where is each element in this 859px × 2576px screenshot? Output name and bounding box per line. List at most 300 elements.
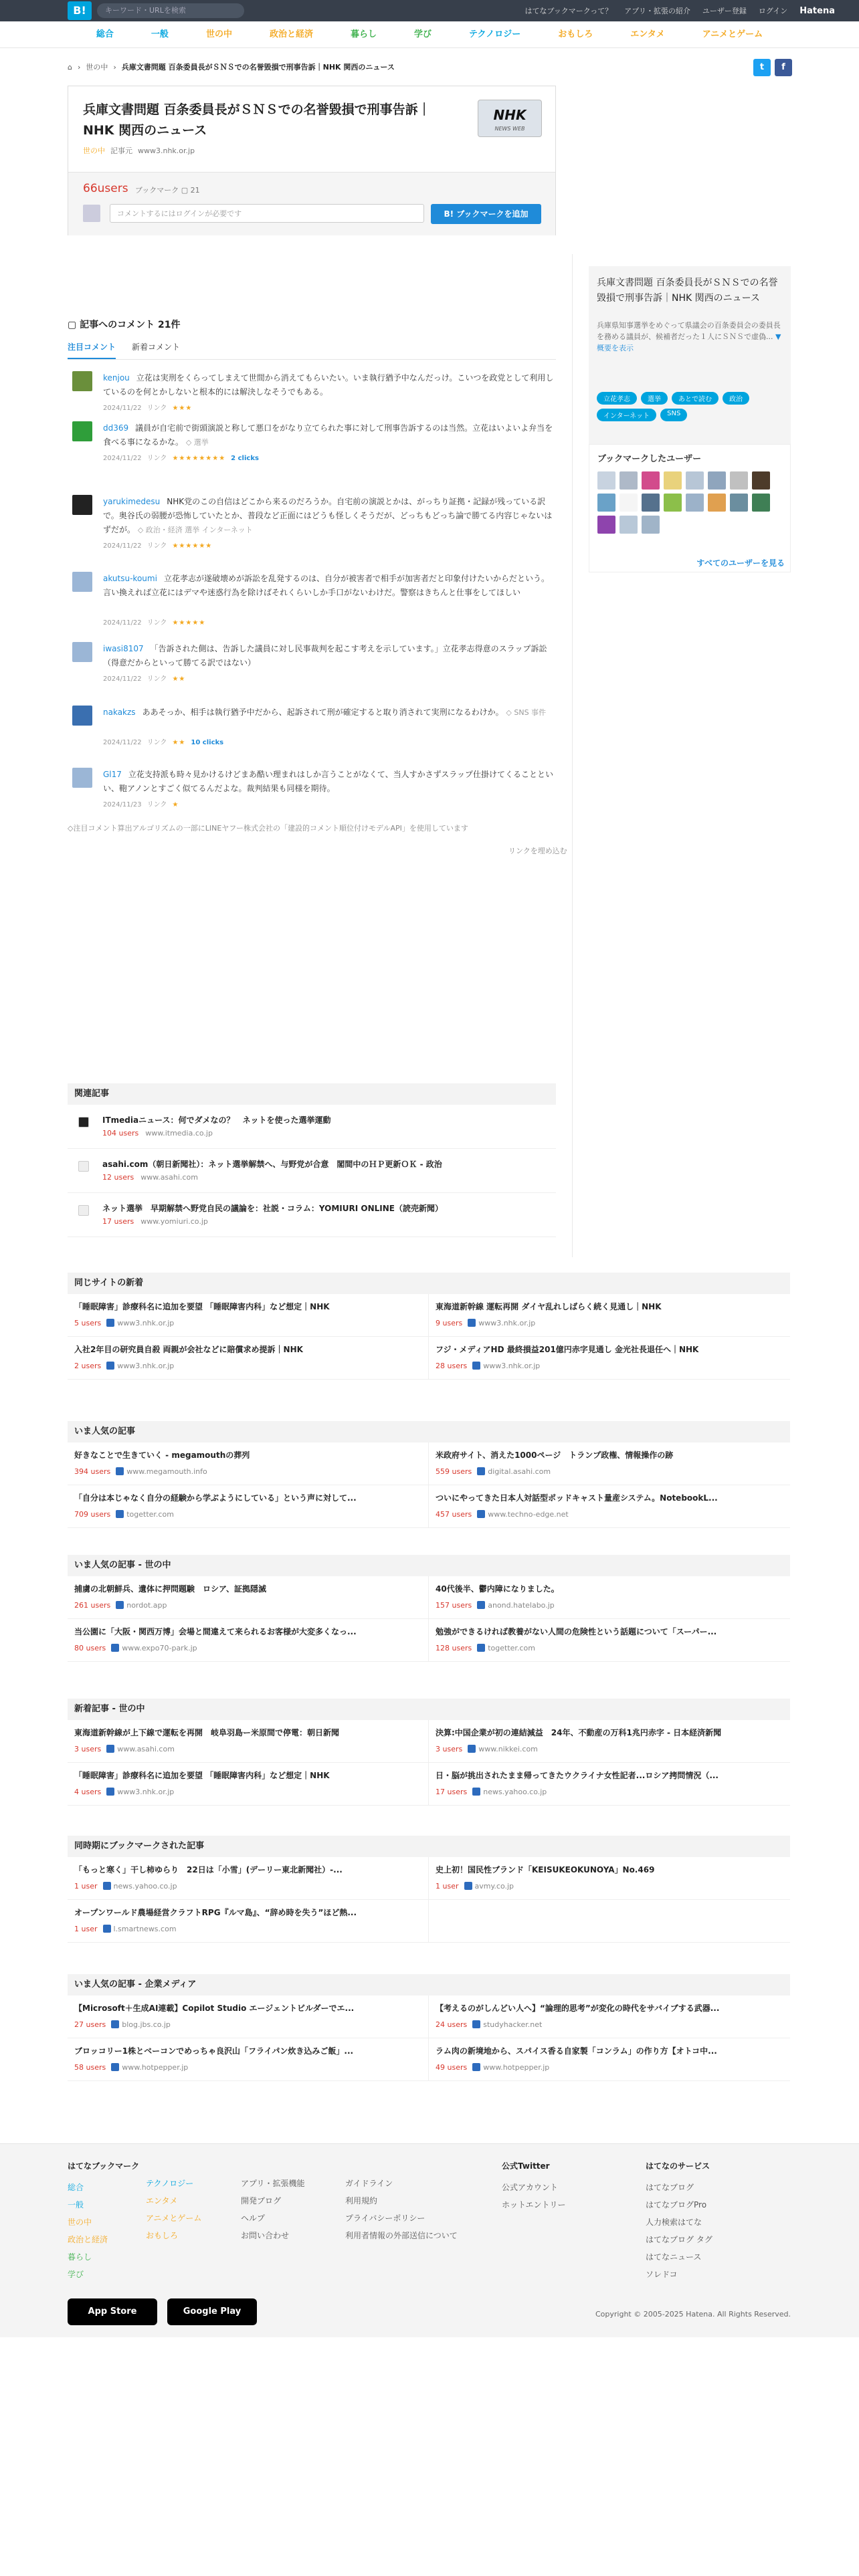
article-item[interactable] bbox=[429, 1619, 790, 1662]
article-users[interactable]: 1 user bbox=[74, 1882, 98, 1891]
bookmarked-users-heading: ブックマークしたユーザー bbox=[597, 454, 702, 464]
related-meta bbox=[102, 1217, 208, 1226]
article-meta bbox=[74, 1745, 421, 1753]
related-title[interactable]: ITmediaニュース：何でダメなの？ ネットを使った選挙運動 bbox=[102, 1115, 331, 1125]
article-users[interactable]: 457 users bbox=[436, 1510, 472, 1519]
article-domain: l.smartnews.com bbox=[113, 1925, 177, 1933]
related-title[interactable]: asahi.com（朝日新聞社）：ネット選挙解禁へ、与野党が合意 閣間中のＨＰ更新ＯＫ - 政治 bbox=[102, 1160, 442, 1169]
article-domain: avmy.co.jp bbox=[474, 1882, 514, 1891]
article-domain: www.asahi.com bbox=[117, 1745, 175, 1753]
comment-body bbox=[103, 768, 555, 796]
article-users[interactable]: 1 user bbox=[74, 1925, 98, 1933]
user-avatar[interactable] bbox=[642, 494, 660, 512]
comment-body bbox=[103, 642, 555, 670]
article-users[interactable]: 1 user bbox=[436, 1882, 459, 1891]
footer-link[interactable]: はてなブログ bbox=[646, 2183, 694, 2192]
comment-username[interactable]: Gl17 bbox=[103, 770, 122, 779]
article-section bbox=[68, 1836, 790, 1943]
avatar[interactable] bbox=[72, 421, 92, 441]
article-meta bbox=[74, 1467, 421, 1476]
article-item[interactable] bbox=[68, 2038, 429, 2081]
comment-link[interactable]: リンク bbox=[147, 739, 167, 746]
user-avatar[interactable] bbox=[752, 471, 770, 490]
article-title[interactable]: 入社2年目の研究員自殺 両親が会社などに賠償求め提訴｜NHK bbox=[74, 1345, 303, 1354]
comment-date: 2024/11/22 bbox=[103, 619, 142, 627]
comment-meta bbox=[103, 617, 205, 627]
tag-chip[interactable]: インターネット bbox=[597, 409, 656, 421]
star-rating[interactable]: ★★★★★★★★ bbox=[172, 455, 226, 462]
avatar[interactable] bbox=[72, 495, 92, 515]
site-favicon-icon bbox=[116, 1467, 124, 1475]
article-item[interactable] bbox=[68, 1294, 429, 1337]
article-meta bbox=[74, 2020, 421, 2029]
article-domain: digital.asahi.com bbox=[488, 1467, 551, 1476]
home-icon[interactable]: ⌂ bbox=[68, 62, 72, 72]
footer-link[interactable]: 学び bbox=[68, 2270, 84, 2279]
star-rating[interactable]: ★★★★★★ bbox=[172, 542, 213, 550]
comment-item bbox=[72, 706, 554, 759]
section-heading: 新着記事 - 世の中 bbox=[68, 1699, 790, 1720]
star-rating[interactable]: ★ bbox=[172, 801, 179, 809]
article-meta bbox=[436, 1644, 783, 1652]
star-rating[interactable]: ★★★ bbox=[172, 405, 193, 412]
article-meta bbox=[436, 1788, 783, 1796]
entry-domain[interactable]: www3.nhk.or.jp bbox=[138, 146, 195, 155]
comment-text: 議員が自宅前で街頭演説と称して悪口をがなり立てられた事に対して刑事告訴するのは当然。立花はいよいよ弁当を食べる事になるかな。 bbox=[103, 423, 553, 447]
comment-link[interactable]: リンク bbox=[147, 675, 167, 683]
article-item[interactable] bbox=[68, 1576, 429, 1619]
comments-heading: ▢ 記事へのコメント 21件 bbox=[68, 320, 181, 330]
comment-username[interactable]: kenjou bbox=[103, 373, 130, 383]
site-favicon-icon bbox=[103, 1925, 111, 1933]
search-input[interactable]: キーワード・URLを検索 bbox=[97, 3, 244, 18]
footer-col-twitter: 公式Twitter 公式アカウント ホットエントリー bbox=[502, 2157, 566, 2214]
category-tab[interactable]: 一般 bbox=[151, 29, 169, 39]
comment-date: 2024/11/22 bbox=[103, 405, 142, 412]
category-tab[interactable]: エンタメ bbox=[630, 29, 665, 39]
article-section bbox=[68, 1555, 790, 1662]
site-favicon-icon bbox=[468, 1319, 476, 1327]
bookmark-users-count[interactable]: 66users bbox=[83, 182, 128, 195]
article-domain: www3.nhk.or.jp bbox=[117, 1788, 175, 1796]
article-title[interactable]: 米政府サイト、消えた1000ページ トランプ政権、情報操作の跡 bbox=[436, 1451, 674, 1460]
site-favicon-icon bbox=[111, 2063, 119, 2071]
article-users[interactable]: 261 users bbox=[74, 1601, 111, 1610]
footer-link[interactable]: アニメとゲーム bbox=[146, 2214, 202, 2223]
article-item[interactable] bbox=[429, 1442, 790, 1485]
footer-col-categories bbox=[146, 2175, 201, 2244]
article-title[interactable]: 好きなことで生きていく - megamouthの葬列 bbox=[74, 1451, 250, 1460]
article-title[interactable]: 「もっと寒く」干し柿ゆらり 22日は「小雪」(デーリー東北新聞社）-... bbox=[74, 1865, 343, 1874]
header-link-login[interactable]: ログイン bbox=[758, 7, 788, 15]
tag-chip[interactable]: 立花孝志 bbox=[597, 392, 637, 405]
header-link-apps[interactable]: アプリ・拡張の紹介 bbox=[624, 7, 690, 15]
avatar[interactable] bbox=[72, 642, 92, 662]
article-meta bbox=[74, 1601, 421, 1610]
article-users[interactable]: 58 users bbox=[74, 2063, 106, 2072]
article-item[interactable] bbox=[429, 1485, 790, 1528]
article-users[interactable]: 2 users bbox=[74, 1362, 102, 1370]
footer-link[interactable]: 利用者情報の外部送信について bbox=[345, 2231, 458, 2240]
comment-date: 2024/11/22 bbox=[103, 455, 142, 462]
comment-username[interactable]: dd369 bbox=[103, 423, 129, 433]
article-title[interactable]: 日・脳が挑出されたまま帰ってきたウクライナ女性記者...ロシア拷問情況（... bbox=[436, 1771, 719, 1780]
article-users[interactable]: 5 users bbox=[74, 1319, 102, 1327]
site-favicon-icon bbox=[111, 1644, 119, 1652]
user-avatar[interactable] bbox=[597, 471, 615, 490]
article-users[interactable]: 157 users bbox=[436, 1601, 472, 1610]
footer-link[interactable]: ヘルプ bbox=[241, 2214, 266, 2223]
article-users[interactable]: 28 users bbox=[436, 1362, 468, 1370]
category-tab[interactable]: 政治と経済 bbox=[269, 29, 313, 39]
article-section bbox=[68, 1421, 790, 1528]
footer-link[interactable]: 暮らし bbox=[68, 2252, 92, 2262]
entry-box bbox=[68, 86, 556, 235]
article-title[interactable]: 【Microsoft＋生成AI連載】Copilot Studio エージェントビルダーでエ... bbox=[74, 2004, 355, 2013]
article-title[interactable]: ラム肉の新境地から、スパイス香る自家製「コンラム」の作り方【オトコ中... bbox=[436, 2046, 717, 2056]
article-domain: www.megamouth.info bbox=[126, 1467, 207, 1476]
related-domain: www.asahi.com bbox=[140, 1173, 198, 1182]
user-avatar[interactable] bbox=[597, 516, 615, 534]
article-item[interactable] bbox=[429, 1576, 790, 1619]
article-item[interactable] bbox=[68, 1996, 429, 2038]
user-avatar[interactable] bbox=[642, 471, 660, 490]
article-domain: www.techno-edge.net bbox=[488, 1510, 569, 1519]
user-avatar[interactable] bbox=[597, 494, 615, 512]
article-meta bbox=[74, 2063, 421, 2072]
footer-link[interactable]: はてなブログ タグ bbox=[646, 2235, 712, 2244]
user-avatar[interactable] bbox=[686, 494, 704, 512]
footer-link[interactable]: 人力検索はてな bbox=[646, 2218, 702, 2227]
avatar bbox=[83, 205, 100, 222]
related-users[interactable]: 12 users bbox=[102, 1173, 134, 1182]
category-tab[interactable]: 世の中 bbox=[205, 29, 232, 39]
article-meta bbox=[436, 1745, 783, 1753]
section-heading: いま人気の記事 - 世の中 bbox=[68, 1555, 790, 1576]
comment-link[interactable]: リンク bbox=[147, 405, 167, 412]
category-tab[interactable]: 学び bbox=[413, 29, 432, 39]
article-title[interactable]: 「睡眠障害」診療科名に追加を要望 「睡眠障害内科」など想定｜NHK bbox=[74, 1302, 330, 1311]
related-item[interactable] bbox=[68, 1193, 556, 1237]
copyright: Copyright © 2005-2025 Hatena. All Rights Reserved. bbox=[595, 2310, 791, 2319]
header-link-register[interactable]: ユーザー登録 bbox=[702, 7, 747, 15]
article-users[interactable]: 17 users bbox=[436, 1788, 468, 1796]
hatena-bookmark-logo[interactable]: B! bbox=[68, 1, 92, 20]
section-heading: いま人気の記事 bbox=[68, 1421, 790, 1442]
article-item[interactable] bbox=[68, 1337, 429, 1380]
footer-link[interactable]: ホットエントリー bbox=[502, 2200, 566, 2210]
footer-link[interactable]: 利用規約 bbox=[345, 2196, 378, 2206]
footer-link[interactable]: おもしろ bbox=[146, 2231, 179, 2240]
summary-description: 兵庫県知事選挙をめぐって県議会の百条委員会の委員長を務める議員が、候補者だった１人にＳＮＳで虚偽... ▼ 概要を表示 bbox=[597, 321, 781, 352]
user-avatar[interactable] bbox=[686, 471, 704, 490]
article-title[interactable]: 40代後半、鬱内障になりました。 bbox=[436, 1584, 559, 1594]
article-domain: nordot.app bbox=[126, 1601, 167, 1610]
comment-item bbox=[72, 371, 554, 425]
column-divider bbox=[572, 254, 573, 1257]
footer-link[interactable]: エンタメ bbox=[146, 2196, 178, 2206]
article-title[interactable]: ブロッコリー1株とベーコンでめっちゃ良沢山「フライパン炊き込みご飯」... bbox=[74, 2046, 354, 2056]
article-domain: news.yahoo.co.jp bbox=[113, 1882, 177, 1891]
section-heading: いま人気の記事 - 企業メディア bbox=[68, 1974, 790, 1996]
article-item[interactable] bbox=[429, 1857, 790, 1900]
article-grid bbox=[68, 1996, 790, 2081]
article-title[interactable]: ついにやってきた日本人対話型ポッドキャスト量産システム。NotebookL... bbox=[436, 1493, 718, 1503]
bookmark-comment-count: ブックマーク ▢ 21 bbox=[135, 186, 200, 195]
site-favicon-icon bbox=[464, 1882, 472, 1890]
tab-new-comments[interactable]: 新着コメント bbox=[132, 342, 181, 352]
article-title[interactable]: 捕虜の北朝鮮兵、遺体に押問題験 ロシア、証拠隠滅 bbox=[74, 1584, 267, 1594]
article-title[interactable]: 「自分は本じゃなく自分の経験から学ぶようにしている」という声に対して... bbox=[74, 1493, 357, 1503]
article-title[interactable]: 東海道新幹線が上下線で運転を再開 岐阜羽島ー米原間で停電：朝日新聞 bbox=[74, 1728, 340, 1737]
site-favicon-icon bbox=[78, 1117, 89, 1128]
user-avatar[interactable] bbox=[664, 494, 682, 512]
footer-col-policy bbox=[345, 2175, 458, 2244]
footer-link[interactable]: テクノロジー bbox=[146, 2179, 194, 2188]
article-item[interactable] bbox=[68, 1485, 429, 1528]
footer-link[interactable]: はてなブログPro bbox=[646, 2200, 707, 2210]
article-users[interactable]: 709 users bbox=[74, 1510, 111, 1519]
avatar[interactable] bbox=[72, 371, 92, 391]
app-store-badge[interactable]: App Store bbox=[68, 2298, 157, 2325]
embed-link[interactable]: リンクを埋め込む bbox=[508, 847, 567, 855]
user-avatar[interactable] bbox=[752, 494, 770, 512]
related-users[interactable]: 17 users bbox=[102, 1217, 134, 1226]
breadcrumb-current: 兵庫文書問題 百条委員長がＳＮＳでの名誉毀損で刑事告訴｜NHK 関西のニュース bbox=[121, 63, 395, 72]
tag-chip[interactable]: 選挙 bbox=[641, 392, 668, 405]
comment-body bbox=[103, 572, 555, 600]
article-users[interactable]: 394 users bbox=[74, 1467, 111, 1476]
comment-tags[interactable]: ◇ 選挙 bbox=[185, 438, 209, 447]
comment-meta bbox=[103, 540, 212, 550]
related-title[interactable]: ネット選挙 早期解禁へ野党自民の議論を：社説・コラム：YOMIURI ONLINE（読売新聞） bbox=[102, 1204, 443, 1213]
article-meta bbox=[436, 1510, 783, 1519]
comment-link[interactable]: リンク bbox=[147, 542, 167, 550]
article-users[interactable]: 27 users bbox=[74, 2020, 106, 2029]
footer-link[interactable]: 開発ブログ bbox=[241, 2196, 282, 2206]
related-domain: www.itmedia.co.jp bbox=[145, 1129, 213, 1138]
article-item[interactable] bbox=[68, 1442, 429, 1485]
footer-link[interactable]: ガイドライン bbox=[345, 2179, 393, 2188]
avatar[interactable] bbox=[72, 706, 92, 726]
footer-link[interactable]: 政治と経済 bbox=[68, 2235, 108, 2244]
comment-body bbox=[103, 706, 555, 720]
footer-link[interactable]: アプリ・拡張機能 bbox=[241, 2179, 305, 2188]
comment-input[interactable]: コメントするにはログインが必要です bbox=[110, 204, 424, 223]
article-title[interactable]: 勉強ができるければ教養がない人間の危険性という話題について「スーパー... bbox=[436, 1627, 717, 1636]
breadcrumb: ⌂ › 世の中 › 兵庫文書問題 百条委員長がＳＮＳでの名誉毀損で刑事告訴｜NHK 関西のニュース bbox=[68, 62, 395, 72]
click-count: 10 clicks bbox=[191, 739, 224, 746]
site-favicon-icon bbox=[477, 1601, 485, 1609]
tag-chip[interactable]: SNS bbox=[660, 409, 687, 421]
entry-category[interactable]: 世の中 bbox=[83, 146, 105, 155]
footer-link[interactable]: ソレドコ bbox=[646, 2270, 678, 2279]
article-users[interactable]: 559 users bbox=[436, 1467, 472, 1476]
comment-item bbox=[72, 768, 554, 821]
comment-username[interactable]: nakakzs bbox=[103, 708, 136, 717]
comment-item bbox=[72, 495, 554, 548]
add-bookmark-button[interactable]: B! ブックマークを追加 bbox=[431, 204, 541, 224]
comment-meta bbox=[103, 798, 179, 809]
site-logo: NHK NEWS WEB bbox=[478, 100, 542, 137]
comment-text: 立花は実刑をくらってしまえて世間から消えてもらいたい。いま執行猶予中なんだっけ。こいつを政党として利用しているのを何とかしないと根本的には解決しなそうでもある。 bbox=[103, 373, 554, 397]
article-domain: www.expo70-park.jp bbox=[122, 1644, 197, 1652]
entry-source-label: 記事元 bbox=[110, 146, 132, 155]
user-avatar[interactable] bbox=[642, 516, 660, 534]
site-favicon-icon bbox=[111, 2020, 119, 2028]
article-users[interactable]: 3 users bbox=[74, 1745, 102, 1753]
tab-popular-comments[interactable]: 注目コメント bbox=[68, 341, 116, 359]
category-tab[interactable]: 暮らし bbox=[350, 29, 377, 39]
article-title[interactable]: フジ・メディアHD 最終損益201億円赤字見通し 金光社長退任へ｜NHK bbox=[436, 1345, 699, 1354]
twitter-share-icon[interactable]: t bbox=[753, 59, 771, 76]
tag-list bbox=[597, 392, 784, 421]
category-tab[interactable]: アニメとゲーム bbox=[702, 29, 763, 39]
comment-text: 「告訴された側は、告訴した議員に対し民事裁判を起こす考えを示しています。」立花孝志得意のスラップ訴訟（得意だからといって勝てる訳ではない） bbox=[103, 644, 547, 667]
google-play-badge[interactable]: Google Play bbox=[167, 2298, 257, 2325]
site-favicon-icon bbox=[468, 1745, 476, 1753]
user-avatar[interactable] bbox=[708, 494, 726, 512]
comment-body bbox=[103, 421, 555, 449]
comment-tags[interactable]: ◇ 政治・経済 選挙 インターネット bbox=[137, 526, 253, 534]
star-rating[interactable]: ★★ bbox=[172, 675, 186, 683]
footer-link[interactable]: お問い合わせ bbox=[241, 2231, 290, 2240]
article-users[interactable]: 49 users bbox=[436, 2063, 468, 2072]
article-item[interactable] bbox=[429, 1996, 790, 2038]
article-item[interactable] bbox=[68, 1763, 429, 1806]
article-users[interactable]: 4 users bbox=[74, 1788, 102, 1796]
comment-link[interactable]: リンク bbox=[147, 455, 167, 462]
article-item[interactable] bbox=[429, 1294, 790, 1337]
article-meta bbox=[436, 1467, 783, 1476]
avatar[interactable] bbox=[72, 768, 92, 788]
article-users[interactable]: 3 users bbox=[436, 1745, 463, 1753]
article-title[interactable]: 【考えるのがしんどい人へ】“論理的思考”が変化の時代をサバイブする武器... bbox=[436, 2004, 720, 2013]
article-users[interactable]: 9 users bbox=[436, 1319, 463, 1327]
footer-link[interactable]: 総合 bbox=[68, 2183, 84, 2192]
entry-title[interactable]: 兵庫文書問題 百条委員長がＳＮＳでの名誉毀損で刑事告訴｜NHK 関西のニュース bbox=[83, 102, 431, 138]
related-item[interactable] bbox=[68, 1105, 556, 1149]
article-grid bbox=[68, 1576, 790, 1662]
hatena-brand[interactable]: Hatena bbox=[799, 5, 835, 16]
share-buttons bbox=[753, 59, 792, 76]
bookmark-panel bbox=[68, 172, 555, 235]
user-avatar[interactable] bbox=[664, 471, 682, 490]
article-title[interactable]: 史上初！国民性ブランド「KEISUKEOKUNOYA」No.469 bbox=[436, 1865, 655, 1874]
star-rating[interactable]: ★★ bbox=[172, 739, 186, 746]
tag-chip[interactable]: あとで読む bbox=[672, 392, 719, 405]
article-domain: togetter.com bbox=[488, 1644, 535, 1652]
footer-col-bookmark: はてなブックマーク 総合 一般 世の中 政治と経済 暮らし 学び bbox=[68, 2157, 139, 2283]
comment-date: 2024/11/22 bbox=[103, 675, 142, 683]
entry-meta bbox=[83, 145, 195, 156]
category-tab[interactable]: おもしろ bbox=[558, 29, 593, 39]
comment-meta bbox=[103, 673, 185, 683]
comment-tags[interactable]: ◇ SNS 事件 bbox=[506, 708, 547, 717]
article-title[interactable]: 東海道新幹線 運転再開 ダイヤ乱れしばらく続く見通し｜NHK bbox=[436, 1302, 662, 1311]
article-item[interactable] bbox=[429, 1900, 790, 1943]
article-domain: www3.nhk.or.jp bbox=[483, 1362, 541, 1370]
breadcrumb-category[interactable]: 世の中 bbox=[86, 63, 108, 72]
article-item[interactable] bbox=[429, 1763, 790, 1806]
all-users-link[interactable]: すべてのユーザーを見る bbox=[696, 558, 785, 568]
related-users[interactable]: 104 users bbox=[102, 1129, 139, 1138]
header-link-about[interactable]: はてなブックマークって？ bbox=[524, 7, 613, 15]
article-item[interactable] bbox=[68, 1619, 429, 1662]
article-meta bbox=[74, 1644, 421, 1652]
article-meta bbox=[436, 1362, 783, 1370]
comment-username[interactable]: yarukimedesu bbox=[103, 497, 161, 506]
user-avatar-grid bbox=[597, 471, 785, 534]
comment-username[interactable]: akutsu-koumi bbox=[103, 574, 157, 583]
section-heading: 同時期にブックマークされた記事 bbox=[68, 1836, 790, 1857]
footer-link[interactable]: はてなニュース bbox=[646, 2252, 702, 2262]
article-item[interactable] bbox=[429, 1720, 790, 1763]
comment-link[interactable]: リンク bbox=[147, 619, 167, 627]
user-avatar[interactable] bbox=[730, 494, 748, 512]
tag-chip[interactable]: 政治 bbox=[723, 392, 749, 405]
star-rating[interactable]: ★★★★★ bbox=[172, 619, 206, 627]
site-favicon-icon bbox=[78, 1161, 89, 1172]
article-item[interactable] bbox=[68, 1857, 429, 1900]
user-avatar[interactable] bbox=[730, 471, 748, 490]
article-item[interactable] bbox=[68, 1900, 429, 1943]
avatar[interactable] bbox=[72, 572, 92, 592]
article-title[interactable]: 決算:中国企業が初の連結減益 24年、不動産の万科1兆円赤字 - 日本経済新聞 bbox=[436, 1728, 722, 1737]
article-meta bbox=[436, 1319, 783, 1327]
facebook-share-icon[interactable]: f bbox=[775, 59, 792, 76]
article-item[interactable] bbox=[68, 1720, 429, 1763]
comment-meta bbox=[103, 402, 192, 412]
article-meta bbox=[436, 2020, 783, 2029]
article-users[interactable]: 80 users bbox=[74, 1644, 106, 1652]
article-title[interactable]: 当公園に「大阪・関西万博」会場と間違えて来られるお客様が大変多くなっ... bbox=[74, 1627, 357, 1636]
article-users[interactable]: 24 users bbox=[436, 2020, 468, 2029]
user-avatar[interactable] bbox=[619, 471, 638, 490]
article-meta bbox=[74, 1925, 421, 1933]
article-users[interactable]: 128 users bbox=[436, 1644, 472, 1652]
category-tab[interactable]: 総合 bbox=[96, 29, 114, 39]
comment-text: 立花孝志が遂破壊めが訴訟を乱発するのは、自分が被害者で相手が加害者だと印象付けたいからだという。言い換えれば立花にはデマや迷惑行為を除けばそれくらいしか手口がないわけだ。警察はきちんと仕事をしてほしい bbox=[103, 574, 549, 597]
footer-link[interactable]: プライバシーポリシー bbox=[345, 2214, 425, 2223]
comment-meta bbox=[103, 736, 223, 746]
footer-link[interactable]: 公式アカウント bbox=[502, 2183, 558, 2192]
comment-item bbox=[72, 421, 554, 475]
footer-col-services: はてなのサービス はてなブログ はてなブログPro 人力検索はてな はてなブログ タグ はてなニュース ソレドコ bbox=[646, 2157, 712, 2283]
article-item[interactable] bbox=[429, 1337, 790, 1380]
related-item[interactable] bbox=[68, 1149, 556, 1193]
article-title[interactable]: オープンワールド農場経営クラフトRPG『ルマ島』、“辞め時を失う”ほど熱... bbox=[74, 1908, 357, 1917]
category-tab[interactable]: テクノロジー bbox=[469, 29, 521, 39]
comment-link[interactable]: リンク bbox=[147, 801, 167, 809]
comment-username[interactable]: iwasi8107 bbox=[103, 644, 144, 653]
article-domain: anond.hatelabo.jp bbox=[488, 1601, 555, 1610]
user-avatar[interactable] bbox=[708, 471, 726, 490]
footer-link[interactable]: 世の中 bbox=[68, 2218, 92, 2227]
user-avatar[interactable] bbox=[619, 516, 638, 534]
article-grid bbox=[68, 1720, 790, 1806]
user-avatar[interactable] bbox=[619, 494, 638, 512]
entry-summary-panel bbox=[589, 266, 791, 572]
footer-col-apps bbox=[241, 2175, 305, 2244]
show-summary-link[interactable]: ▼ 概要を表示 bbox=[597, 332, 781, 352]
article-item[interactable] bbox=[429, 2038, 790, 2081]
header-nav bbox=[524, 0, 835, 21]
article-title[interactable]: 「睡眠障害」診療科名に追加を要望 「睡眠障害内科」など想定｜NHK bbox=[74, 1771, 330, 1780]
related-meta bbox=[102, 1129, 213, 1138]
footer-link[interactable]: 一般 bbox=[68, 2200, 84, 2210]
bookmarked-users-panel bbox=[589, 444, 791, 572]
